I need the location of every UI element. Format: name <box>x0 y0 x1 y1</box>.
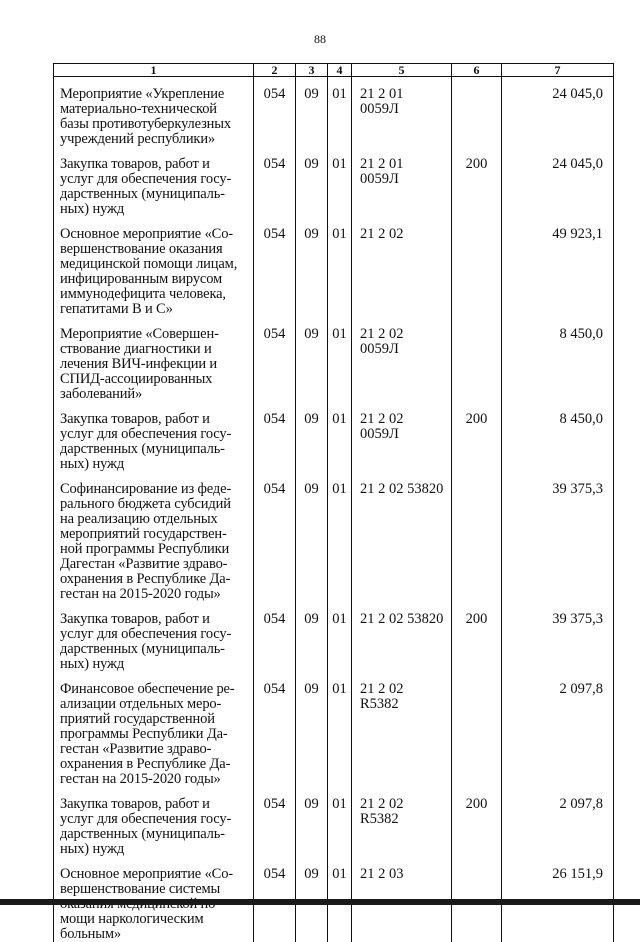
row-expense-type <box>452 217 502 317</box>
table-row <box>54 77 614 148</box>
row-description: Закупка товаров, работ и услуг для обеспечения госу- дарственных (муниципаль- ных) нужд <box>54 602 254 672</box>
row-expense-type: 200 <box>452 787 502 857</box>
header-row <box>54 64 614 77</box>
row-ministry-code: 054 <box>254 672 296 787</box>
row-target-code: 21 2 02 R5382 <box>352 787 452 857</box>
row-expense-type <box>452 317 502 402</box>
row-subsection-code: 01 <box>328 672 352 787</box>
row-expense-type: 200 <box>452 402 502 472</box>
row-target-code: 21 2 03 <box>352 857 452 942</box>
row-section-code: 09 <box>296 472 328 602</box>
row-ministry-code: 054 <box>254 317 296 402</box>
row-subsection-code: 01 <box>328 77 352 148</box>
row-amount: 39 375,3 <box>502 602 614 672</box>
row-ministry-code: 054 <box>254 77 296 148</box>
table-row <box>54 787 614 857</box>
row-description: Закупка товаров, работ и услуг для обеспечения госу- дарственных (муниципаль- ных) нужд <box>54 787 254 857</box>
table-row <box>54 402 614 472</box>
row-amount: 8 450,0 <box>502 402 614 472</box>
row-amount: 39 375,3 <box>502 472 614 602</box>
row-target-code: 21 2 02 R5382 <box>352 672 452 787</box>
header-col-4: 4 <box>328 64 352 77</box>
row-target-code: 21 2 02 53820 <box>352 602 452 672</box>
row-subsection-code: 01 <box>328 857 352 942</box>
row-target-code: 21 2 02 0059Л <box>352 402 452 472</box>
table-row <box>54 602 614 672</box>
row-section-code: 09 <box>296 602 328 672</box>
row-description: Основное мероприятие «Со- вершенствование оказания медицинской помощи лицам, инфицированным вирусом иммунодефицита человека, гепатитами В и С» <box>54 217 254 317</box>
header-col-2: 2 <box>254 64 296 77</box>
row-ministry-code: 054 <box>254 787 296 857</box>
row-section-code: 09 <box>296 77 328 148</box>
row-target-code: 21 2 02 53820 <box>352 472 452 602</box>
row-expense-type <box>452 672 502 787</box>
row-description: Закупка товаров, работ и услуг для обеспечения госу- дарственных (муниципаль- ных) нужд <box>54 402 254 472</box>
row-section-code: 09 <box>296 217 328 317</box>
row-expense-type: 200 <box>452 602 502 672</box>
row-subsection-code: 01 <box>328 787 352 857</box>
row-subsection-code: 01 <box>328 147 352 217</box>
row-ministry-code: 054 <box>254 602 296 672</box>
row-description: Основное мероприятие «Со- вершенствование системы мощи наркологическим больным» <box>54 857 254 942</box>
row-description: Софинансирование из феде- рального бюджета субсидий на реализацию отдельных мероприятий государствен- ной программы Республики Дагестан «Развитие здраво- охранения в Республике Да- гестан на 2015-2020 годы» <box>54 472 254 602</box>
row-description: Мероприятие «Укрепление материально-технической базы противотуберкулезных учреждений республики» <box>54 77 254 148</box>
table-row <box>54 217 614 317</box>
row-subsection-code: 01 <box>328 317 352 402</box>
header-col-3: 3 <box>296 64 328 77</box>
table-row <box>54 317 614 402</box>
row-amount: 2 097,8 <box>502 672 614 787</box>
row-amount: 26 151,9 <box>502 857 614 942</box>
row-target-code: 21 2 02 0059Л <box>352 317 452 402</box>
row-section-code: 09 <box>296 147 328 217</box>
table-row <box>54 147 614 217</box>
row-amount: 49 923,1 <box>502 217 614 317</box>
scan-edge <box>0 899 640 905</box>
row-ministry-code: 054 <box>254 472 296 602</box>
row-subsection-code: 01 <box>328 402 352 472</box>
row-subsection-code: 01 <box>328 472 352 602</box>
row-expense-type <box>452 472 502 602</box>
budget-table <box>53 63 614 942</box>
row-expense-type <box>452 77 502 148</box>
row-section-code: 09 <box>296 672 328 787</box>
row-ministry-code: 054 <box>254 402 296 472</box>
header-col-5: 5 <box>352 64 452 77</box>
row-amount: 8 450,0 <box>502 317 614 402</box>
row-description: Финансовое обеспечение ре- ализации отдельных меро- приятий государственной программы Республики Да- гестан «Развитие здраво- охранения в Республике Да- гестан на 2015-2020 годы» <box>54 672 254 787</box>
header-col-1: 1 <box>54 64 254 77</box>
page-number: 88 <box>314 32 326 46</box>
row-amount: 24 045,0 <box>502 77 614 148</box>
row-section-code: 09 <box>296 787 328 857</box>
row-ministry-code: 054 <box>254 857 296 942</box>
row-ministry-code: 054 <box>254 217 296 317</box>
row-amount: 24 045,0 <box>502 147 614 217</box>
row-amount: 2 097,8 <box>502 787 614 857</box>
header-col-6: 6 <box>452 64 502 77</box>
table-row <box>54 472 614 602</box>
table-row <box>54 672 614 787</box>
row-subsection-code: 01 <box>328 602 352 672</box>
row-target-code: 21 2 02 <box>352 217 452 317</box>
row-subsection-code: 01 <box>328 217 352 317</box>
row-section-code: 09 <box>296 857 328 942</box>
header-col-7: 7 <box>502 64 614 77</box>
row-expense-type: 200 <box>452 147 502 217</box>
row-section-code: 09 <box>296 402 328 472</box>
row-target-code: 21 2 01 0059Л <box>352 77 452 148</box>
row-section-code: 09 <box>296 317 328 402</box>
row-description: Мероприятие «Совершен- ствование диагностики и лечения ВИЧ-инфекции и СПИД-ассоциированных заболеваний» <box>54 317 254 402</box>
row-description: Закупка товаров, работ и услуг для обеспечения госу- дарственных (муниципаль- ных) нужд <box>54 147 254 217</box>
row-target-code: 21 2 01 0059Л <box>352 147 452 217</box>
row-ministry-code: 054 <box>254 147 296 217</box>
